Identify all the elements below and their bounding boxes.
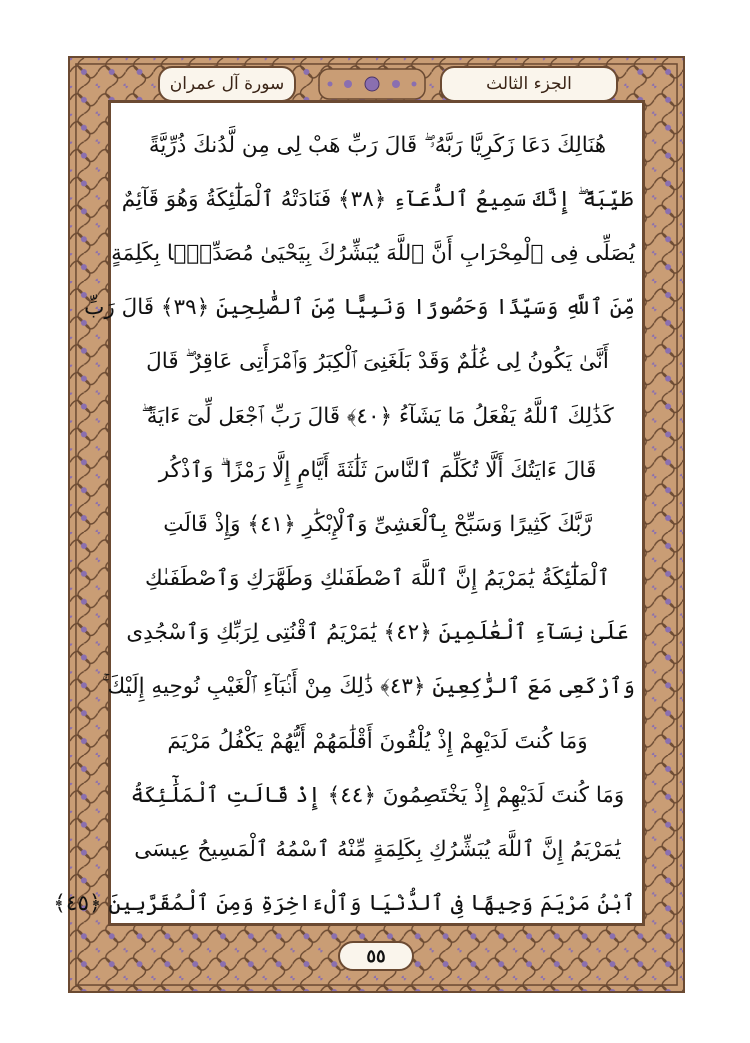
verse-line xyxy=(120,552,635,606)
verse-line xyxy=(120,497,635,551)
verse-text: مِّنَ ٱللَّهِ وَسَيِّدًا وَحَصُورًا وَنَبِيًّا مِّنَ ٱلصَّٰلِحِينَ ﴿٣٩﴾ قَالَ رَبِّ xyxy=(84,295,635,321)
verse-text: وَٱرْكَعِى مَعَ ٱلرَّٰكِعِينَ ﴿٤٣﴾ ذَٰلِكَ مِنْ أَنۢبَآءِ ٱلْغَيْبِ نُوحِيهِ إِلَيْكَ ۚ xyxy=(102,674,635,700)
verse-text: ٱبْنُ مَرْيَمَ وَجِيهًا فِى ٱلدُّنْيَا وَٱلْءَاخِرَةِ وَمِنَ ٱلْمُقَرَّبِينَ ﴿٤٥﴾ xyxy=(53,891,635,917)
verse-line xyxy=(120,606,635,660)
verse-line xyxy=(111,226,635,280)
verse-line xyxy=(84,281,635,335)
verse-text: ٱلْمَلَٰٓئِكَةُ يَٰمَرْيَمُ إِنَّ ٱللَّهَ ٱصْطَفَىٰكِ وَطَهَّرَكِ وَٱصْطَفَىٰكِ xyxy=(144,566,611,592)
verse-text: هُنَالِكَ دَعَا زَكَرِيَّا رَبَّهُۥ ۖ قَالَ رَبِّ هَبْ لِى مِن لَّدُنكَ ذُرِّيَّةً xyxy=(148,132,607,158)
verse-text: وَمَا كُنتَ لَدَيْهِمْ إِذْ يُلْقُونَ أَقْلَٰمَهُمْ أَيُّهُمْ يَكْفُلُ مَرْيَمَ xyxy=(167,728,588,754)
verse-line xyxy=(120,768,635,822)
verse-line xyxy=(120,118,635,172)
verse-text: وَمَا كُنتَ لَدَيْهِمْ إِذْ يَخْتَصِمُونَ ﴿٤٤﴾ إِذْ قَالَتِ ٱلْمَلَٰٓئِكَةُ xyxy=(130,782,625,808)
verse-block xyxy=(53,118,635,931)
verse-text: رَّبَّكَ كَثِيرًا وَسَبِّحْ بِٱلْعَشِىِّ وَٱلْإِبْكَٰرِ ﴿٤١﴾ وَإِذْ قَالَتِ xyxy=(163,511,592,537)
verse-line xyxy=(120,443,635,497)
verse-line xyxy=(102,660,635,714)
verse-text: يَٰمَرْيَمُ إِنَّ ٱللَّهَ يُبَشِّرُكِ بِكَلِمَةٍ مِّنْهُ ٱسْمُهُ ٱلْمَسِيحُ عِيسَى xyxy=(134,837,621,863)
juz-label: الجزء الثالث xyxy=(440,66,618,102)
verse-line xyxy=(120,714,635,768)
verse-line xyxy=(53,877,635,931)
verse-line xyxy=(120,335,635,389)
verse-text: يُصَلِّى فِى ٱلْمِحْرَابِ أَنَّ ٱللَّهَ يُبَشِّرُكَ بِيَحْيَىٰ مُصَدِّقًۢا بِكَلِمَةٍ xyxy=(111,240,635,266)
verse-line xyxy=(120,822,635,876)
verse-text: أَنَّىٰ يَكُونُ لِى غُلَٰمٌ وَقَدْ بَلَغَنِىَ ٱلْكِبَرُ وَٱمْرَأَتِى عَاقِرٌ ۖ قَالَ xyxy=(146,349,609,375)
verse-text: عَلَىٰ نِسَآءِ ٱلْعَٰلَمِينَ ﴿٤٢﴾ يَٰمَرْيَمُ ٱقْنُتِى لِرَبِّكِ وَٱسْجُدِى xyxy=(126,620,629,646)
verse-text: قَالَ ءَايَتُكَ أَلَّا تُكَلِّمَ ٱلنَّاسَ ثَلَٰثَةَ أَيَّامٍ إِلَّا رَمْزًا ۗ وَٱذْكُر xyxy=(158,457,597,483)
verse-text: طَيِّبَةً ۖ إِنَّكَ سَمِيعُ ٱلدُّعَآءِ ﴿٣٨﴾ فَنَادَتْهُ ٱلْمَلَٰٓئِكَةُ وَهُوَ قَآئِمٌ xyxy=(121,186,634,212)
page-number: ٥٥ xyxy=(338,941,414,971)
surah-label: سورة آل عمران xyxy=(158,66,296,102)
verse-line xyxy=(120,389,635,443)
verse-text: كَذَٰلِكَ ٱللَّهُ يَفْعَلُ مَا يَشَآءُ ﴿٤٠﴾ قَالَ رَبِّ ٱجْعَل لِّىٓ ءَايَةً ۖ xyxy=(141,403,614,429)
header-ornament-icon xyxy=(318,68,426,100)
verse-line xyxy=(120,172,635,226)
